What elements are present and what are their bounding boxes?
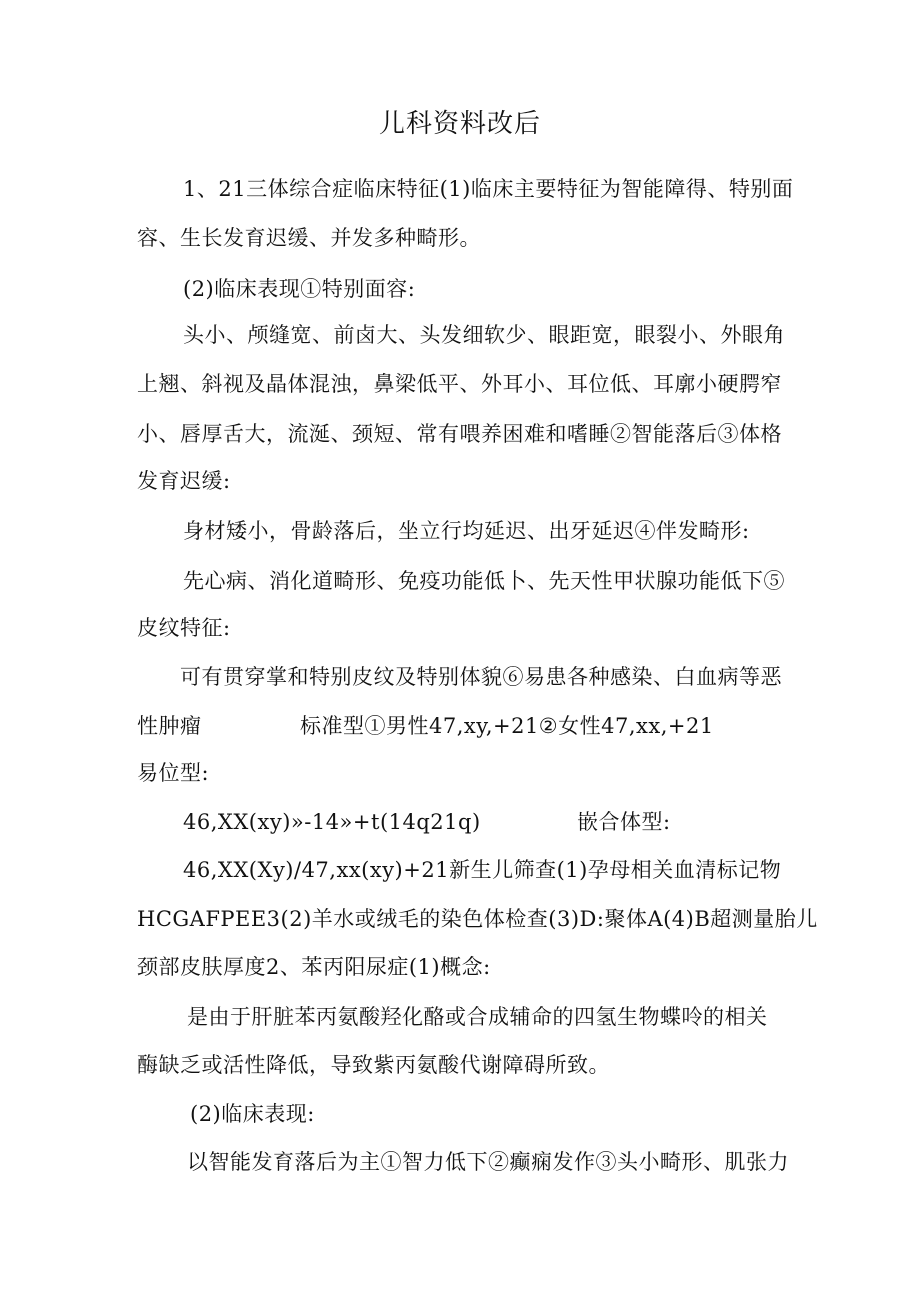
text-line: 嵌合体型: [577,810,671,834]
text-line: 易位型: [137,761,210,785]
text-line: 颈部皮肤厚度2、苯丙阳尿症(1)概念: [137,955,491,979]
text-line: (2)临床表现①特别面容: [183,277,416,301]
text-line: 性肿瘤 [137,714,202,738]
text-line: HCGAFPEE3(2)羊水或绒毛的染色体检查(3)D:聚体A(4)B超测量胎儿 [137,907,818,931]
text-line: 46,XX(Xy)/47,xx(xy)+21新生儿筛查(1)孕母相关血清标记物 [183,858,782,882]
text-line: 酶缺乏或活性降低，导致紫丙氨酸代谢障碍所致。 [137,1053,610,1077]
text-line: 身材矮小，骨龄落后，坐立行均延迟、出牙延迟④伴发畸形: [183,519,750,543]
text-line: (2)临床表现: [190,1102,315,1126]
text-line: 是由于肝脏苯丙氨酸羟化酪或合成辅命的四氢生物蝶呤的相关 [187,1005,768,1029]
text-line: 1、21三体综合症临床特征(1)临床主要特征为智能障得、特别面 [183,177,794,201]
text-line: 先心病、消化道畸形、免疫功能低卜、先天性甲状腺功能低下⑤ [183,569,785,593]
text-line: 可有贯穿掌和特别皮纹及特别体貌⑥易患各种感染、白血病等恶 [180,665,782,689]
text-line: 发育迟缓: [137,469,231,493]
text-line: 以智能发育落后为主①智力低下②癫痫发作③头小畸形、肌张力 [187,1150,789,1174]
text-line: 容、生长发育迟缓、并发多种畸形。 [137,226,481,250]
text-line: 皮纹特征: [137,616,231,640]
text-line: 标准型①男性47,xy,+21②女性47,xx,+21 [300,714,714,738]
text-line: 头小、颅缝宽、前卤大、头发细软少、眼距宽，眼裂小、外眼角 [183,323,785,347]
text-line: 46,XX(xy)»-14»+t(14q21q) [183,810,481,834]
page-title: 儿科资料改后 [378,109,541,139]
text-line: 上翘、斜视及晶体混浊，鼻梁低平、外耳小、耳位低、耳廓小硬腭窄 [137,372,782,396]
text-line: 小、唇厚舌大，流涎、颈短、常有喂养困难和嗜睡②智能落后③体格 [137,422,782,446]
